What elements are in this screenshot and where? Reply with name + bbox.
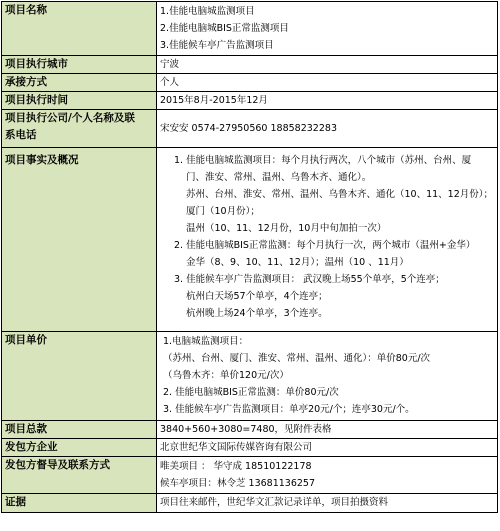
unit-price-line: （乌鲁木齐：单价120元/次） — [163, 370, 289, 381]
situation-label-text: 项目事实及概况 — [5, 154, 79, 166]
row-supervisor — [2, 457, 498, 494]
row-client — [2, 439, 498, 457]
supervisor-line: 候车亭项目：林令芝 13681136257 — [160, 478, 316, 489]
situation-line: 金华（8、9、10、11、12月）；温州（10 、11月） — [186, 257, 409, 268]
evidence-value: 项目往来邮件，世纪华文汇款记录详单，项目拍摄资料 — [157, 494, 498, 513]
project-name-line: 3.佳能候车亭广告监测项目 — [160, 40, 274, 51]
unit-price-line: 2. 佳能电脑城BIS正常监测：单价80元/次 — [163, 387, 339, 398]
row-project-name — [2, 2, 498, 56]
row-evidence — [2, 494, 498, 513]
situation-line: 苏州、台州、淮安、常州、温州、乌鲁木齐、通化（10、11、12月份）； — [186, 189, 494, 200]
situation-line: 厦门（10月份）； — [186, 206, 260, 217]
total-value: 3840+560+3080=7480，见附件表格 — [157, 421, 498, 439]
project-info-table — [1, 1, 498, 513]
project-name-line: 1.佳能电脑城监测项目 — [160, 6, 255, 17]
supervisor-line: 唯美项目 ： 华守成 18510122178 — [160, 461, 312, 472]
city-value: 宁波 — [157, 56, 498, 74]
row-period — [2, 92, 498, 110]
situation-line: 温州（10、11、12月份，10月中旬加拍一次） — [186, 223, 387, 234]
project-name-value — [157, 2, 498, 56]
situation-line: 3. 佳能候车亭广告监测项目： 武汉晚上场55个单亭，5个连亭； — [174, 274, 445, 285]
unit-price-line: 3. 佳能候车亭广告监测项目：单亭20元/个；连亭30元/个。 — [163, 404, 415, 415]
row-city — [2, 56, 498, 74]
unit-price-value — [157, 332, 498, 421]
company-label-line: 系电话 — [5, 129, 37, 141]
client-value: 北京世纪华文国际传媒咨询有限公司 — [157, 439, 498, 457]
situation-line: 2. 佳能电脑城BIS正常监测：每个月执行一次，两个城市（温州+金华） — [174, 240, 476, 251]
row-undertake — [2, 74, 498, 92]
situation-line: 杭州晚上场24个单亭，3个连亭。 — [186, 308, 328, 319]
unit-price-line: （苏州、台州、厦门、淮安、常州、温州、通化）：单价80元/次 — [163, 353, 431, 364]
supervisor-label: 发包方督导及联系方式 — [2, 457, 157, 494]
project-name-label: 项目名称 — [2, 2, 157, 56]
client-label: 发包方企业 — [2, 439, 157, 457]
situation-line: 1. 佳能电脑城监测项目：每个月执行两次，八个城市（苏州、台州、厦 — [174, 155, 472, 166]
situation-value — [157, 148, 498, 332]
project-name-line: 2.佳能电脑城BIS正常监测项目 — [160, 23, 289, 34]
total-label: 项目总款 — [2, 421, 157, 439]
undertake-value: 个人 — [157, 74, 498, 92]
unit-price-line: 1.电脑城监测项目： — [163, 336, 249, 347]
period-label: 项目执行时间 — [2, 92, 157, 110]
period-value: 2015年8月-2015年12月 — [157, 92, 498, 110]
company-label-line: 项目执行公司/个人名称及联 — [5, 112, 135, 124]
company-value: 宋安安 0574-27950560 18858232283 — [157, 110, 498, 148]
row-situation — [2, 148, 498, 332]
undertake-label: 承接方式 — [2, 74, 157, 92]
row-company — [2, 110, 498, 148]
situation-line: 杭州白天场57个单亭，4个连亭； — [186, 291, 328, 302]
row-total — [2, 421, 498, 439]
situation-line: 门、淮安、常州、温州、乌鲁木齐、通化）。 — [186, 172, 372, 183]
company-label — [2, 110, 157, 148]
city-label: 项目执行城市 — [2, 56, 157, 74]
supervisor-value — [157, 457, 498, 494]
row-unit-price — [2, 332, 498, 421]
situation-label — [2, 148, 157, 332]
evidence-label: 证据 — [2, 494, 157, 513]
unit-price-label: 项目单价 — [2, 332, 157, 421]
